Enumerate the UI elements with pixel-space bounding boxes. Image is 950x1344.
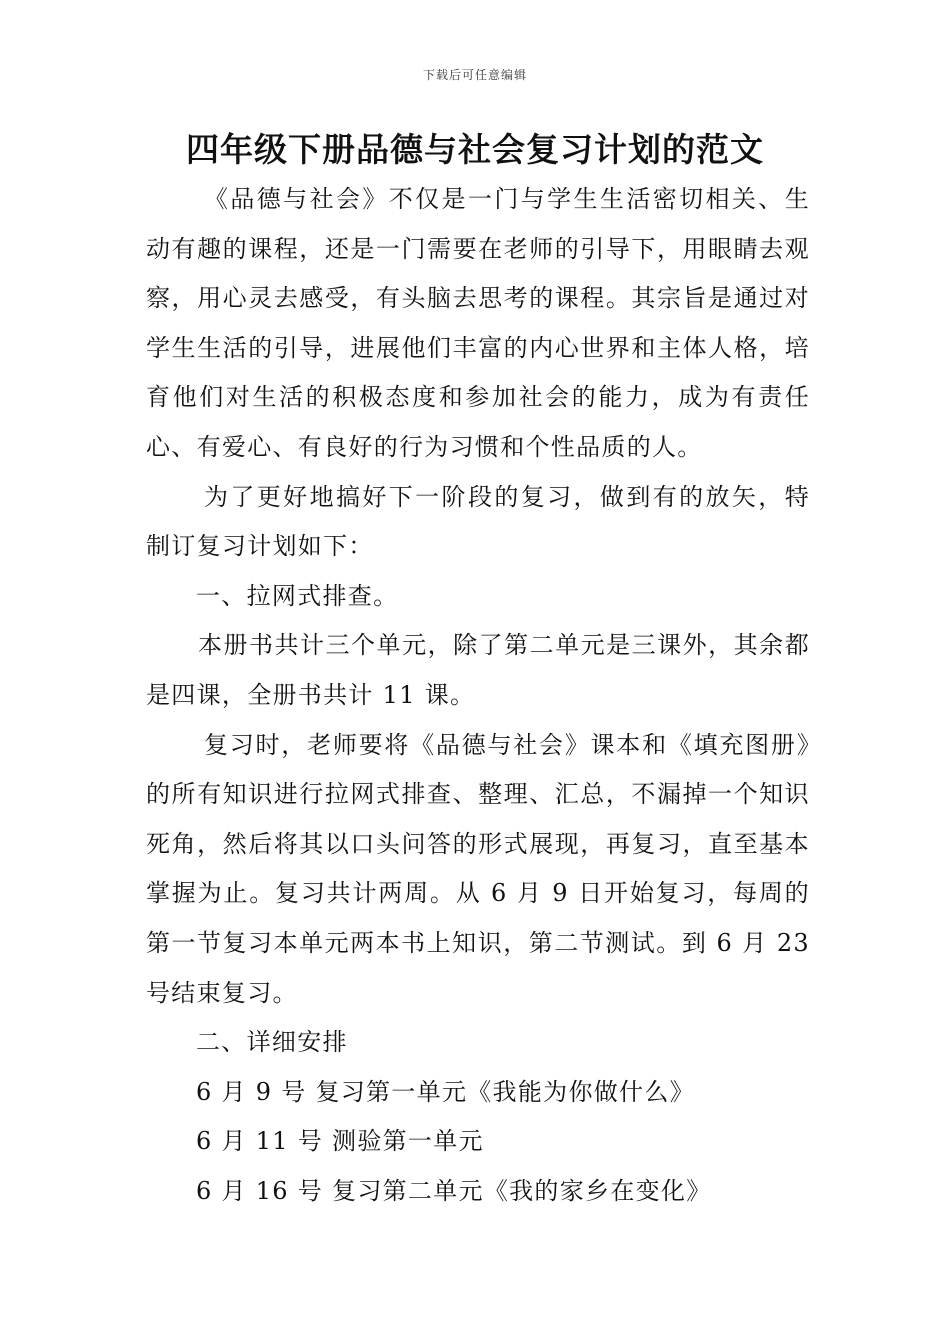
- schedule-item: 6 月 9 号 复习第一单元《我能为你做什么》: [196, 1077, 695, 1106]
- header-note: 下载后可任意编辑: [422, 68, 527, 82]
- schedule-item: 6 月 16 号 复习第二单元《我的家乡在变化》: [196, 1176, 712, 1205]
- section1-heading: 一、拉网式排查。: [196, 581, 399, 610]
- section1-paragraph-2: 复习时，老师要将《品德与社会》课本和《填充图册》的所有知识进行拉网式排查、整理、汇总，不漏掉一个知识死角，然后将其以口头问答的形式展现，再复习，直至基本掌握为止。复习共计两周。从 6 月 9 日开始复习，每周的第一节复习本单元两本书上知识，第二节测试。到 6 月 23 号结束复习。: [146, 730, 810, 1007]
- intro-paragraph: 《品德与社会》不仅是一门与学生生活密切相关、生动有趣的课程，还是一门需要在老师的引导下，用眼睛去观察，用心灵去感受，有头脑去思考的课程。其宗旨是通过对学生生活的引导，进展他们丰富的内心世界和主体人格，培育他们对生活的积极态度和参加社会的能力，成为有责任心、有爱心、有良好的行为习惯和个性品质的人。: [146, 185, 810, 461]
- document-body: [146, 175, 810, 1216]
- purpose-paragraph: 为了更好地搞好下一阶段的复习，做到有的放矢，特制订复习计划如下：: [146, 482, 810, 561]
- section1-paragraph-1: 本册书共计三个单元，除了第二单元是三课外，其余都是四课，全册书共计 11 课。: [146, 631, 810, 709]
- schedule-item: 6 月 11 号 测验第一单元: [196, 1127, 484, 1156]
- document-title: 四年级下册品德与社会复习计划的范文: [186, 130, 764, 169]
- section2-heading: 二、详细安排: [196, 1028, 348, 1057]
